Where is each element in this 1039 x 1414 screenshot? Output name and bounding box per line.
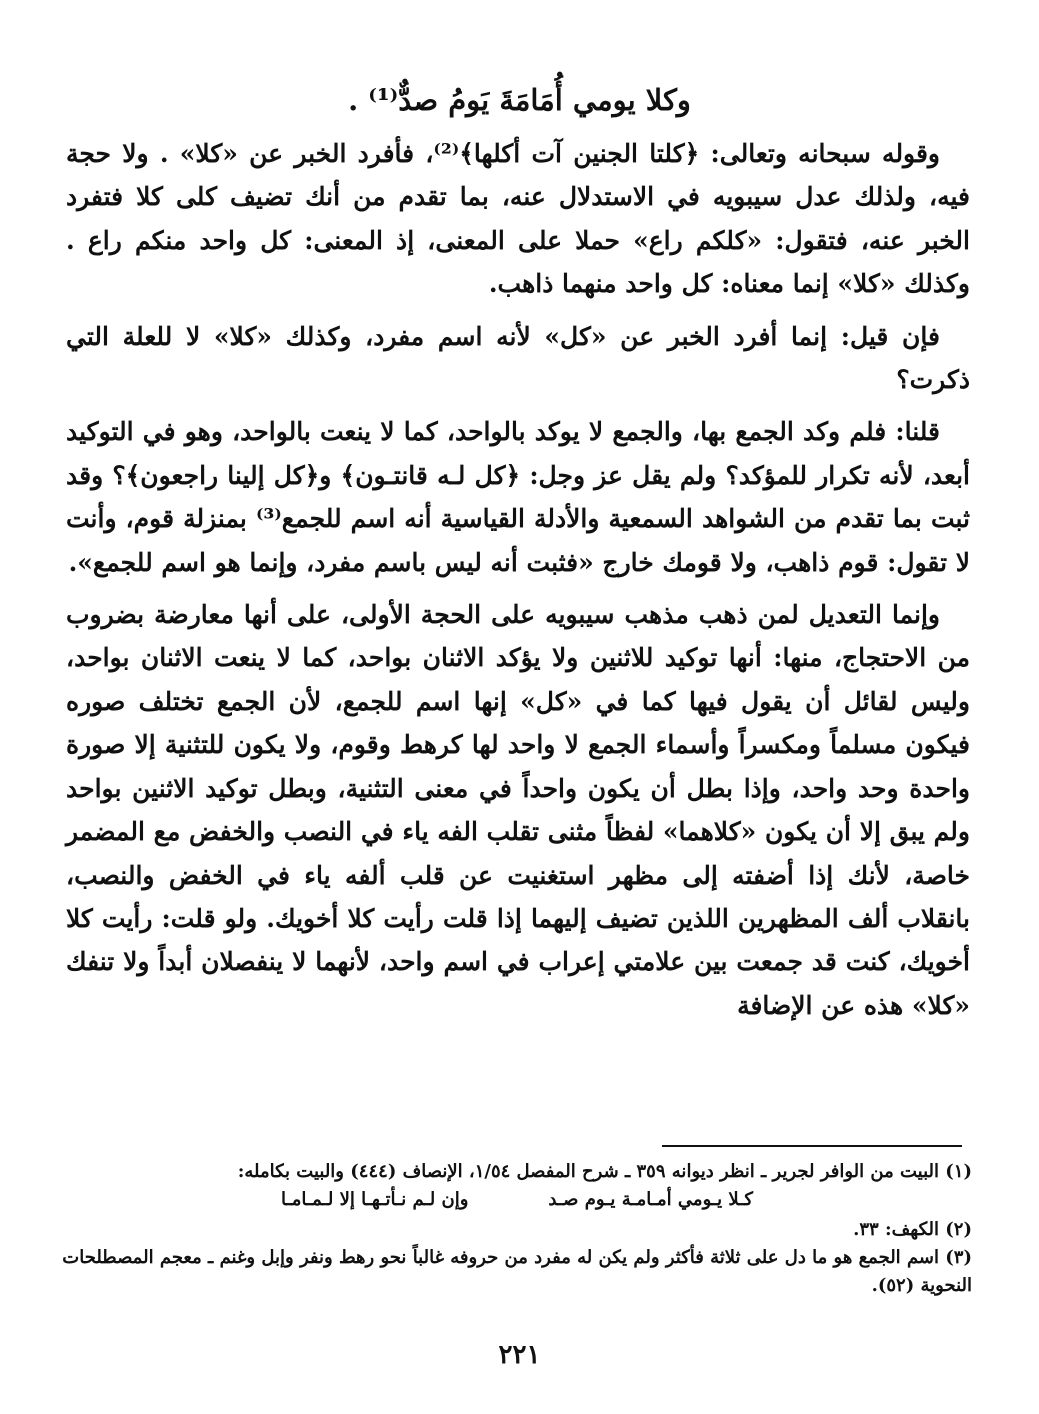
footnote-divider [662, 1145, 962, 1147]
poem-hemistich-left: وإن لـم نـأتـهـا إلا لـمـامـا [281, 1189, 469, 1210]
footnote-1: (١) البيت من الوافر لجرير ـ انظر ديوانه ٣٥٩ ـ شرح المفصل ١/٥٤، الإنصاف (٤٤٤) والبيت بكامله: [237, 1161, 972, 1182]
main-text [66, 132, 970, 1036]
footnote-2: (٢) الكهف: ٣٣. [853, 1219, 972, 1240]
footnote-3: (٣) اسم الجمع هو ما دل على ثلاثة فأكثر ولم يكن له مفرد من حروفه غالباً نحو رهط ونفر وإبل وغنم ـ معجم المصطلحات النحوية (٥٢). [62, 1247, 972, 1296]
paragraph: فإن قيل: إنما أفرد الخبر عن «كل» لأنه اسم مفرد، وكذلك «كلا» لا للعلة التي ذكرت؟ [66, 321, 970, 395]
paragraph: قلنا: فلم وكد الجمع بها، والجمع لا يوكد بالواحد، كما لا ينعت بالواحد، وهو في التوكيد أبعد، لأنه تكرار للمؤكد؟ ولم يقل عز وجل: ﴿كل لـه قانتـون﴾ و﴿كل إلينا راجعون﴾؟ وقد ثبت بما تقدم من الشواهد السمعية والأدلة القياسية أنه اسم للجمع⁽³⁾ بمنزلة قوم، وأنت لا تقول: قوم ذاهب، ولا قومك خارج «فثبت أنه ليس باسم مفرد، وإنما هو اسم للجمع». [66, 417, 971, 577]
footnote-poem [62, 1186, 972, 1214]
poem-hemistich-right: كـلا يـومي أمـامـة يـوم صـد [548, 1189, 753, 1210]
footnotes [62, 1158, 972, 1300]
paragraph: وإنما التعديل لمن ذهب مذهب سيبويه على الحجة الأولى، على أنها معارضة بضروب من الاحتجاج، منها: أنها توكيد للاثنين ولا يؤكد الاثنان بواحد، كما لا ينعت الاثنان بواحد، وليس لقائل أن يقول فيها كما في «كل» إنها اسم للجمع، لأن الجمع تختلف صوره فيكون مسلماً ومكسراً وأسماء الجمع لا واحد لها كرهط وقوم، ولا يكون للتثنية إلا صورة واحدة وحد واحد، وإذا بطل أن يكون واحداً في معنى التثنية، وبطل توكيد الاثنين بواحد ولم يبق إلا أن يكون «كلاهما» لفظاً مثنى تقلب الفه ياء في النصب والخفض مع المضمر خاصة، لأنك إذا أضفته إلى مظهر استغنيت عن قلب ألفه ياء في الخفض والنصب، بانقلاب ألف المظهرين اللذين تضيف إليهما إذا قلت رأيت كلا أخويك. ولو قلت: رأيت كلا أخويك، كنت قد جمعت بين علامتي إعراب في اسم واحد، لأنهما لا ينفصلان أبداً ولا تنفك «كلا» هذه عن الإضافة [66, 600, 970, 1020]
paragraph: وقوله سبحانه وتعالى: ﴿كلتا الجنين آت أكلها﴾⁽²⁾، فأفرد الخبر عن «كلا» . ولا حجة فيه، ولذلك عدل سيبويه في الاستدلال عنه، بما تقدم من أنك تضيف كلى كلا فتفرد الخبر عنه، فتقول: «كلكم راع» حملا على المعنى، إذ المعنى: كل واحد منكم راع . وكذلك «كلا» إنما معناه: كل واحد منهما ذاهب. [66, 139, 970, 299]
poem-verse: وكلا يومي أُمَامَةَ يَومُ صدٌّ⁽¹⁾ . [348, 83, 691, 117]
page-number: ٢٢١ [498, 1340, 541, 1370]
